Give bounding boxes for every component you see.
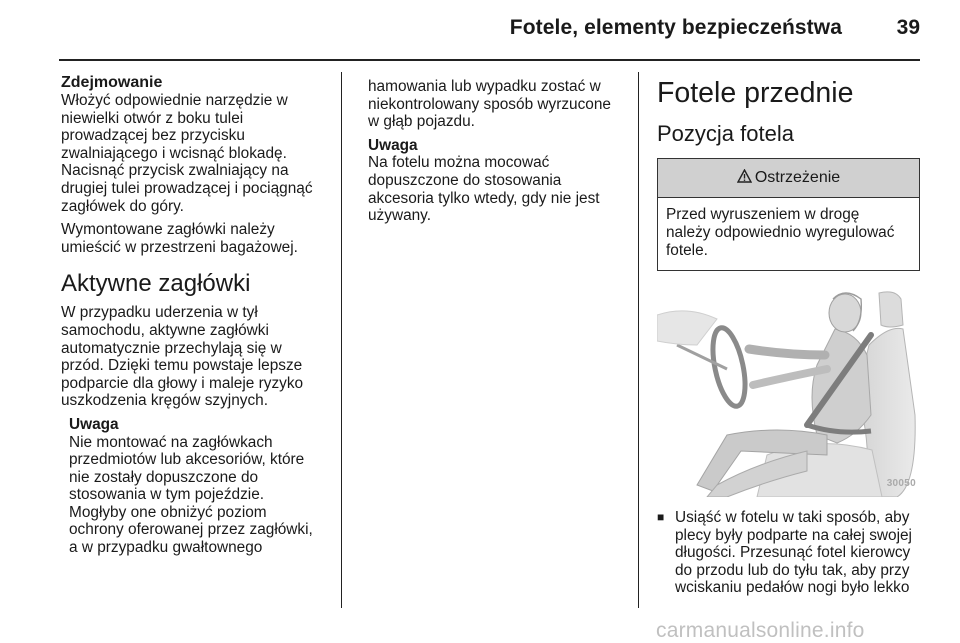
text-line: do przodu lub do tyłu tak, aby przy bbox=[675, 561, 910, 579]
text-line: przód. Dzięki temu powstaje lepsze bbox=[61, 357, 303, 375]
text-line: akcesoria tylko wtedy, gdy nie jest bbox=[368, 189, 600, 207]
paragraph-removal-steps bbox=[61, 92, 331, 215]
text-line: niewielki otwór z boku tulei bbox=[61, 109, 244, 127]
text-line: uszkodzenia kręgów szyjnych. bbox=[61, 392, 269, 410]
text-line: zagłówek do góry. bbox=[61, 197, 184, 215]
text-line: plecy były podparte na całej swojej bbox=[675, 526, 912, 544]
text-line: drugiej tulei prowadzącej i pociągnąć bbox=[61, 179, 313, 197]
text-line: podparcie dla głowy i maleje ryzyko bbox=[61, 374, 304, 392]
section-title-front-seats: Fotele przednie bbox=[657, 77, 854, 109]
warning-header bbox=[658, 159, 919, 198]
text-line: długości. Przesunąć fotel kierowcy bbox=[675, 544, 911, 562]
text-line: hamowania lub wypadku zostać w bbox=[368, 78, 601, 95]
text-line: Wymontowane zagłówki należy bbox=[61, 221, 275, 239]
text-line: Usiąść w fotelu w taki sposób, aby bbox=[675, 509, 910, 526]
seat-position-illustration bbox=[657, 285, 920, 497]
text-line: Przed wyruszeniem w drogę bbox=[666, 206, 860, 223]
subsection-title-seat-position: Pozycja fotela bbox=[657, 121, 794, 146]
note-box bbox=[61, 416, 331, 557]
note-title: Uwaga bbox=[69, 415, 119, 433]
text-line: w głąb pojazdu. bbox=[368, 113, 475, 131]
text-line: należy odpowiednio wyregulować bbox=[666, 224, 895, 241]
text-line: używany. bbox=[368, 207, 432, 225]
page-number: 39 bbox=[896, 16, 920, 39]
text-line: umieścić w przestrzeni bagażowej. bbox=[61, 238, 298, 256]
text-line: Nacisnąć przycisk zwalniający na bbox=[61, 162, 289, 180]
text-line: wciskaniu pedałów nogi było lekko bbox=[675, 579, 910, 597]
paragraph-storage bbox=[61, 221, 331, 256]
text-line: Nie montować na zagłówkach bbox=[69, 433, 273, 451]
text-line: nie zostały dopuszczone do bbox=[69, 468, 259, 486]
text-line: przedmiotów lub akcesoriów, które bbox=[69, 451, 305, 469]
text-line: Na fotelu można mocować bbox=[368, 154, 550, 172]
text-line: Włożyć odpowiednie narzędzie w bbox=[61, 92, 288, 109]
subsection-heading-removal: Zdejmowanie bbox=[61, 74, 163, 91]
text-line: stosowania w tym pojeździe. bbox=[69, 486, 265, 504]
column-middle bbox=[368, 78, 630, 225]
text-line: automatycznie przechylają się w bbox=[61, 339, 282, 357]
warning-triangle-icon bbox=[737, 169, 752, 188]
paragraph-continued bbox=[368, 78, 630, 131]
page-header-title: Fotele, elementy bezpieczeństwa bbox=[509, 16, 842, 39]
column-left bbox=[61, 74, 331, 557]
warning-title: Ostrzeżenie bbox=[754, 169, 841, 187]
note-title: Uwaga bbox=[368, 136, 418, 154]
list-item bbox=[657, 509, 922, 597]
section-title-active-headrests: Aktywne zagłówki bbox=[61, 270, 251, 298]
warning-text bbox=[658, 198, 919, 270]
column-divider-right bbox=[638, 72, 639, 608]
text-line: zwalniającego i wcisnąć blokadę. bbox=[61, 144, 287, 162]
note-text bbox=[368, 154, 630, 224]
text-line: fotele. bbox=[666, 242, 708, 259]
column-divider-left bbox=[341, 72, 342, 608]
text-line: W przypadku uderzenia w tył bbox=[61, 304, 258, 322]
bullet-square-icon: ■ bbox=[657, 510, 665, 524]
bullet-text bbox=[675, 509, 912, 597]
text-line: prowadzącej bez przycisku bbox=[61, 127, 245, 145]
warning-box bbox=[657, 158, 920, 271]
figure-number: 30050 bbox=[886, 478, 916, 490]
note-text bbox=[69, 434, 331, 557]
text-line: a w przypadku gwałtownego bbox=[69, 539, 263, 557]
text-line: Mogłyby one obniżyć poziom bbox=[69, 503, 267, 521]
text-line: niekontrolowany sposób wyrzucone bbox=[368, 95, 611, 113]
paragraph-active-headrests bbox=[61, 304, 331, 410]
column-right bbox=[657, 74, 922, 597]
text-line: samochodu, aktywne zagłówki bbox=[61, 321, 269, 339]
header-rule bbox=[59, 59, 920, 61]
watermark: carmanualsonline.info bbox=[656, 619, 865, 642]
text-line: dopuszczone do stosowania bbox=[368, 171, 562, 189]
text-line: ochrony oferowanej przez zagłówki, bbox=[69, 521, 313, 539]
